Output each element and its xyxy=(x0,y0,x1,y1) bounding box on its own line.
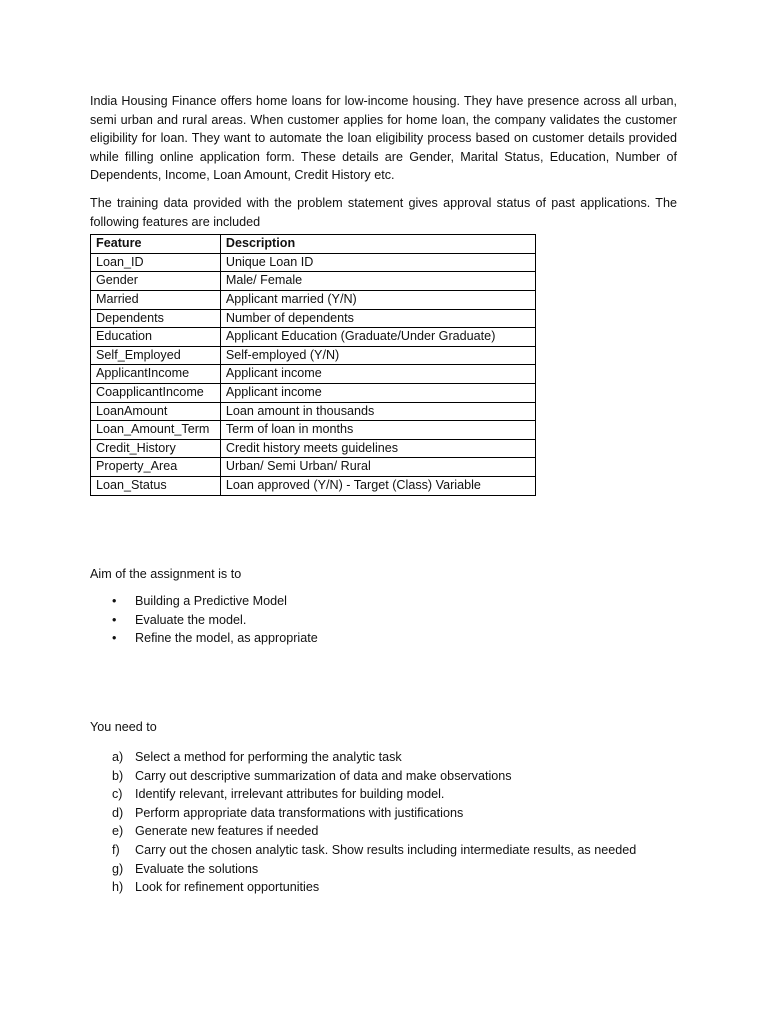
table-row xyxy=(91,253,536,272)
feature-cell: Loan_ID xyxy=(91,253,221,272)
training-data-paragraph: The training data provided with the problem statement gives approval status of past applications. The following features are included xyxy=(90,196,677,229)
task-marker: a) xyxy=(112,750,124,764)
feature-cell: Loan_Amount_Term xyxy=(91,421,221,440)
task-text: Evaluate the solutions xyxy=(135,861,259,876)
description-cell: Credit history meets guidelines xyxy=(220,439,535,458)
table-row xyxy=(91,421,536,440)
intro-paragraph: India Housing Finance offers home loans for low-income housing. They have presence across all urban, semi urban and rural areas. When customer applies for home loan, the company validates the customer eligibility for loan. They want to automate the loan eligibility process based on customer details provided while filling online application form. These details are Gender, Marital Status, Education, Number of Dependents, Income, Loan Amount, Credit History etc. xyxy=(90,94,677,183)
feature-cell: Credit_History xyxy=(91,439,221,458)
bullet-icon: • xyxy=(112,594,117,608)
aims-list xyxy=(90,592,318,648)
task-marker: e) xyxy=(112,824,124,839)
feature-cell: Education xyxy=(91,328,221,347)
table-row xyxy=(91,439,536,458)
task-text: Carry out the chosen analytic task. Show results including intermediate results, as needed xyxy=(135,842,637,857)
list-item xyxy=(90,804,636,823)
table-row xyxy=(91,328,536,347)
table-row xyxy=(91,458,536,477)
feature-cell: Self_Employed xyxy=(91,346,221,365)
list-item xyxy=(90,841,636,860)
table-row xyxy=(91,365,536,384)
description-cell: Loan amount in thousands xyxy=(220,402,535,421)
feature-cell: Dependents xyxy=(91,309,221,328)
description-cell: Urban/ Semi Urban/ Rural xyxy=(220,458,535,477)
feature-cell: CoapplicantIncome xyxy=(91,383,221,402)
table-row xyxy=(91,383,536,402)
task-text: Select a method for performing the analytic task xyxy=(135,750,402,764)
list-item xyxy=(90,611,318,630)
feature-cell: LoanAmount xyxy=(91,402,221,421)
list-item xyxy=(90,629,318,648)
description-cell: Self-employed (Y/N) xyxy=(220,346,535,365)
need-heading: You need to xyxy=(90,720,157,734)
task-marker: h) xyxy=(112,880,124,895)
list-item xyxy=(90,767,636,786)
list-item xyxy=(90,592,318,611)
aim-text: Evaluate the model. xyxy=(135,612,247,627)
task-marker: c) xyxy=(112,787,123,802)
list-item xyxy=(90,878,636,897)
bullet-icon: • xyxy=(112,631,117,646)
feature-cell: Property_Area xyxy=(91,458,221,477)
table-row xyxy=(91,402,536,421)
task-text: Identify relevant, irrelevant attributes for building model. xyxy=(135,787,445,802)
description-cell: Loan approved (Y/N) - Target (Class) Variable xyxy=(220,476,535,495)
tasks-list xyxy=(90,748,636,897)
task-text: Look for refinement opportunities xyxy=(135,880,320,895)
task-marker: g) xyxy=(112,861,124,876)
task-text: Carry out descriptive summarization of data and make observations xyxy=(135,768,512,783)
list-item xyxy=(90,860,636,879)
description-cell: Applicant married (Y/N) xyxy=(220,290,535,309)
description-cell: Male/ Female xyxy=(220,272,535,291)
table-row xyxy=(91,476,536,495)
task-text: Generate new features if needed xyxy=(135,824,319,839)
feature-cell: ApplicantIncome xyxy=(91,365,221,384)
table-header-row xyxy=(91,235,536,254)
bullet-icon: • xyxy=(112,612,117,627)
task-marker: f) xyxy=(112,842,120,857)
table-header-feature: Feature xyxy=(91,235,221,254)
aim-heading: Aim of the assignment is to xyxy=(90,567,242,581)
table-row xyxy=(91,309,536,328)
task-marker: b) xyxy=(112,768,124,783)
list-item xyxy=(90,822,636,841)
aim-text: Building a Predictive Model xyxy=(135,594,287,608)
document-page xyxy=(90,92,677,895)
aim-text: Refine the model, as appropriate xyxy=(135,631,318,646)
task-text: Perform appropriate data transformations with justifications xyxy=(135,805,464,820)
list-item xyxy=(90,748,636,767)
feature-cell: Gender xyxy=(91,272,221,291)
description-cell: Applicant income xyxy=(220,365,535,384)
list-item xyxy=(90,785,636,804)
table-row xyxy=(91,346,536,365)
description-cell: Unique Loan ID xyxy=(220,253,535,272)
description-cell: Applicant income xyxy=(220,383,535,402)
table-header-description: Description xyxy=(220,235,535,254)
feature-cell: Married xyxy=(91,290,221,309)
feature-cell: Loan_Status xyxy=(91,476,221,495)
description-cell: Applicant Education (Graduate/Under Graduate) xyxy=(220,328,535,347)
task-marker: d) xyxy=(112,805,124,820)
table-row xyxy=(91,290,536,309)
description-cell: Term of loan in months xyxy=(220,421,535,440)
features-table xyxy=(90,234,536,495)
description-cell: Number of dependents xyxy=(220,309,535,328)
table-row xyxy=(91,272,536,291)
